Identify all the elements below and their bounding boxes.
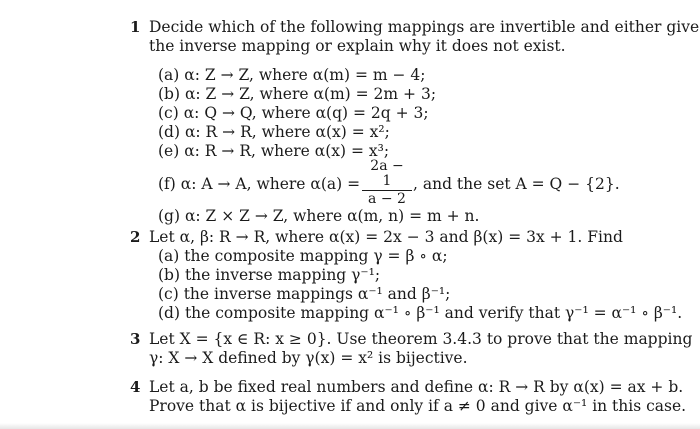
problem-part-f-suffix: , and the set A = Q − {2}. [413,175,620,193]
problem-part-e: (e) α: R → R, where α(x) = x³; [158,142,390,160]
problem-text-line: γ: X → X defined by γ(x) = x² is bijective. [149,349,468,367]
problem-part-a: (a) α: Z → Z, where α(m) = m − 4; [158,66,426,84]
problem-text-line: Let a, b be fixed real numbers and define α: R → R by α(x) = ax + b. [149,378,684,396]
problem-number: 2 [130,228,141,246]
problem-text-line: the inverse mapping or explain why it does not exist. [149,37,566,55]
problem-number: 1 [130,18,141,36]
problem-part-d: (d) the composite mapping α⁻¹ ∘ β⁻¹ and verify that γ⁻¹ = α⁻¹ ∘ β⁻¹. [158,304,683,322]
problem-text-line: Prove that α is bijective if and only if a ≠ 0 and give α⁻¹ in this case. [149,397,687,415]
fraction-numerator: 2a − 1 [370,158,404,189]
problem-part-a: (a) the composite mapping γ = β ∘ α; [158,247,448,265]
problem-part-c: (c) α: Q → Q, where α(q) = 2q + 3; [158,104,429,122]
problem-number: 4 [130,378,141,396]
part-f-fraction [362,159,412,207]
problem-part-d: (d) α: R → R, where α(x) = x²; [158,123,390,141]
problem-part-b: (b) α: Z → Z, where α(m) = 2m + 3; [158,85,437,103]
problem-text-line: Decide which of the following mappings are invertible and either give [149,18,700,36]
problem-part-c: (c) the inverse mappings α⁻¹ and β⁻¹; [158,285,451,303]
problem-number: 3 [130,330,141,348]
problem-part-f-prefix: (f) α: A → A, where α(a) = [158,175,361,193]
page-bottom-edge [0,423,700,429]
fraction-denominator: a − 2 [368,191,406,207]
problem-part-b: (b) the inverse mapping γ⁻¹; [158,266,381,284]
problem-text-line: Let X = {x ∈ R: x ≥ 0}. Use theorem 3.4.3 to prove that the mapping [149,330,693,348]
problem-part-g: (g) α: Z × Z → Z, where α(m, n) = m + n. [158,207,480,225]
problem-text-line: Let α, β: R → R, where α(x) = 2x − 3 and β(x) = 3x + 1. Find [149,228,623,246]
